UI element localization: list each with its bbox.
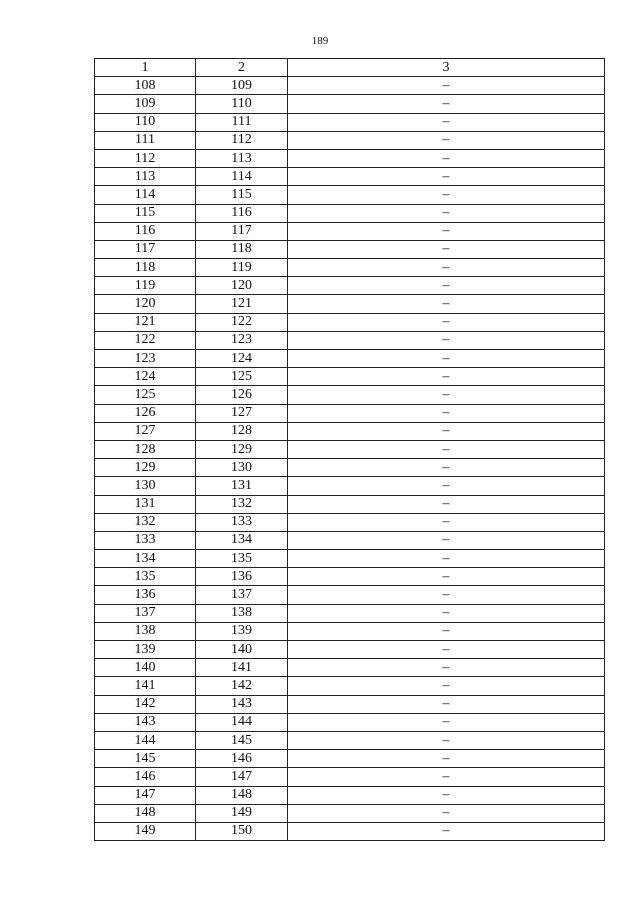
table-cell-col-3: – <box>288 804 605 822</box>
table-row <box>95 659 605 677</box>
table-cell-col-1: 147 <box>95 786 196 804</box>
table-cell-col-1: 111 <box>95 131 196 149</box>
table-cell-col-2: 116 <box>196 204 288 222</box>
table-row <box>95 313 605 331</box>
table-cell-col-2: 128 <box>196 422 288 440</box>
table-cell-col-3: – <box>288 149 605 167</box>
table-cell-col-3: – <box>288 313 605 331</box>
table-cell-col-3: – <box>288 168 605 186</box>
table-row <box>95 222 605 240</box>
table-row <box>95 495 605 513</box>
table-cell-col-3: – <box>288 186 605 204</box>
table-cell-col-1: 143 <box>95 713 196 731</box>
table-cell-col-3: – <box>288 586 605 604</box>
table-cell-col-2: 132 <box>196 495 288 513</box>
table-cell-col-1: 130 <box>95 477 196 495</box>
table-cell-col-1: 131 <box>95 495 196 513</box>
table-cell-col-3: – <box>288 422 605 440</box>
table-cell-col-3: – <box>288 786 605 804</box>
table-row <box>95 786 605 804</box>
table-cell-col-1: 145 <box>95 750 196 768</box>
table-cell-col-2: 148 <box>196 786 288 804</box>
table-cell-col-3: – <box>288 768 605 786</box>
table-cell-col-1: 114 <box>95 186 196 204</box>
table-row <box>95 731 605 749</box>
table-cell-col-1: 121 <box>95 313 196 331</box>
table-cell-col-3: – <box>288 677 605 695</box>
table-cell-col-3: – <box>288 495 605 513</box>
data-table <box>94 58 605 841</box>
table-row <box>95 350 605 368</box>
table-cell-col-3: – <box>288 513 605 531</box>
column-header-1: 1 <box>95 59 196 77</box>
column-header-3: 3 <box>288 59 605 77</box>
table-row <box>95 513 605 531</box>
table-header-row <box>95 59 605 77</box>
table-cell-col-3: – <box>288 822 605 840</box>
table-cell-col-1: 142 <box>95 695 196 713</box>
table-row <box>95 641 605 659</box>
table-row <box>95 459 605 477</box>
table-cell-col-2: 147 <box>196 768 288 786</box>
table-row <box>95 77 605 95</box>
table-cell-col-2: 125 <box>196 368 288 386</box>
table-cell-col-2: 123 <box>196 331 288 349</box>
table-cell-col-3: – <box>288 604 605 622</box>
table-cell-col-3: – <box>288 259 605 277</box>
table-cell-col-2: 109 <box>196 77 288 95</box>
table-cell-col-2: 119 <box>196 259 288 277</box>
table-cell-col-3: – <box>288 477 605 495</box>
table-row <box>95 295 605 313</box>
table-cell-col-1: 136 <box>95 586 196 604</box>
table-cell-col-1: 118 <box>95 259 196 277</box>
table-row <box>95 768 605 786</box>
table-cell-col-1: 146 <box>95 768 196 786</box>
table-cell-col-1: 132 <box>95 513 196 531</box>
table-cell-col-2: 113 <box>196 149 288 167</box>
table-cell-col-3: – <box>288 622 605 640</box>
table-cell-col-2: 150 <box>196 822 288 840</box>
table-cell-col-1: 138 <box>95 622 196 640</box>
table-cell-col-2: 143 <box>196 695 288 713</box>
table-cell-col-3: – <box>288 641 605 659</box>
table-row <box>95 550 605 568</box>
table-cell-col-2: 134 <box>196 531 288 549</box>
table-cell-col-3: – <box>288 331 605 349</box>
table-cell-col-2: 149 <box>196 804 288 822</box>
table-cell-col-2: 144 <box>196 713 288 731</box>
table-row <box>95 404 605 422</box>
table-cell-col-1: 113 <box>95 168 196 186</box>
table-cell-col-2: 131 <box>196 477 288 495</box>
table-row <box>95 604 605 622</box>
table-cell-col-3: – <box>288 295 605 313</box>
table-cell-col-3: – <box>288 659 605 677</box>
table-body <box>95 77 605 841</box>
table-cell-col-3: – <box>288 568 605 586</box>
table-row <box>95 677 605 695</box>
table-cell-col-2: 111 <box>196 113 288 131</box>
table-cell-col-1: 128 <box>95 440 196 458</box>
table-row <box>95 695 605 713</box>
table-cell-col-2: 115 <box>196 186 288 204</box>
table-row <box>95 131 605 149</box>
table-cell-col-2: 129 <box>196 440 288 458</box>
table-row <box>95 422 605 440</box>
table-row <box>95 240 605 258</box>
table-cell-col-3: – <box>288 440 605 458</box>
table-cell-col-2: 117 <box>196 222 288 240</box>
table-cell-col-1: 124 <box>95 368 196 386</box>
table-row <box>95 586 605 604</box>
table-cell-col-3: – <box>288 531 605 549</box>
table-row <box>95 368 605 386</box>
table-cell-col-2: 126 <box>196 386 288 404</box>
table-row <box>95 259 605 277</box>
table-cell-col-1: 135 <box>95 568 196 586</box>
table-cell-col-2: 142 <box>196 677 288 695</box>
table-cell-col-3: – <box>288 386 605 404</box>
table-cell-col-2: 121 <box>196 295 288 313</box>
table-cell-col-3: – <box>288 459 605 477</box>
table-cell-col-3: – <box>288 731 605 749</box>
table-row <box>95 750 605 768</box>
table-cell-col-2: 114 <box>196 168 288 186</box>
table-row <box>95 440 605 458</box>
table-row <box>95 331 605 349</box>
table-cell-col-1: 126 <box>95 404 196 422</box>
table-cell-col-1: 134 <box>95 550 196 568</box>
table-row <box>95 277 605 295</box>
table-cell-col-1: 117 <box>95 240 196 258</box>
table-cell-col-2: 122 <box>196 313 288 331</box>
table-row <box>95 95 605 113</box>
table-row <box>95 477 605 495</box>
table-cell-col-3: – <box>288 204 605 222</box>
table-cell-col-1: 115 <box>95 204 196 222</box>
table-cell-col-3: – <box>288 131 605 149</box>
table-row <box>95 113 605 131</box>
table-cell-col-3: – <box>288 277 605 295</box>
table-cell-col-1: 129 <box>95 459 196 477</box>
table-cell-col-2: 110 <box>196 95 288 113</box>
table-row <box>95 168 605 186</box>
table-cell-col-1: 137 <box>95 604 196 622</box>
table-cell-col-1: 125 <box>95 386 196 404</box>
table-cell-col-1: 110 <box>95 113 196 131</box>
table-cell-col-2: 133 <box>196 513 288 531</box>
table-cell-col-2: 137 <box>196 586 288 604</box>
table-cell-col-2: 138 <box>196 604 288 622</box>
table-cell-col-1: 120 <box>95 295 196 313</box>
table-cell-col-1: 123 <box>95 350 196 368</box>
table-cell-col-3: – <box>288 95 605 113</box>
table-row <box>95 386 605 404</box>
table-cell-col-2: 124 <box>196 350 288 368</box>
table-cell-col-3: – <box>288 750 605 768</box>
table-row <box>95 186 605 204</box>
table-cell-col-2: 135 <box>196 550 288 568</box>
table-cell-col-2: 141 <box>196 659 288 677</box>
table-cell-col-1: 112 <box>95 149 196 167</box>
table-cell-col-3: – <box>288 713 605 731</box>
table-cell-col-2: 145 <box>196 731 288 749</box>
table-cell-col-2: 139 <box>196 622 288 640</box>
table-row <box>95 568 605 586</box>
table-cell-col-2: 127 <box>196 404 288 422</box>
table-cell-col-1: 109 <box>95 95 196 113</box>
table-cell-col-1: 108 <box>95 77 196 95</box>
table-cell-col-3: – <box>288 695 605 713</box>
table-cell-col-1: 127 <box>95 422 196 440</box>
table-cell-col-3: – <box>288 240 605 258</box>
table-cell-col-2: 146 <box>196 750 288 768</box>
table-row <box>95 149 605 167</box>
table-cell-col-2: 130 <box>196 459 288 477</box>
table-cell-col-2: 120 <box>196 277 288 295</box>
table-cell-col-1: 141 <box>95 677 196 695</box>
column-header-2: 2 <box>196 59 288 77</box>
table-cell-col-1: 116 <box>95 222 196 240</box>
page-number: 189 <box>311 35 329 47</box>
table-cell-col-2: 112 <box>196 131 288 149</box>
table-cell-col-1: 148 <box>95 804 196 822</box>
table-cell-col-3: – <box>288 222 605 240</box>
table-row <box>95 204 605 222</box>
table-cell-col-3: – <box>288 350 605 368</box>
table-cell-col-1: 133 <box>95 531 196 549</box>
table-row <box>95 622 605 640</box>
table-row <box>95 531 605 549</box>
table-cell-col-3: – <box>288 550 605 568</box>
table-row <box>95 822 605 840</box>
table-cell-col-2: 136 <box>196 568 288 586</box>
table-cell-col-1: 144 <box>95 731 196 749</box>
table-row <box>95 713 605 731</box>
table-cell-col-3: – <box>288 77 605 95</box>
table-cell-col-3: – <box>288 368 605 386</box>
table-cell-col-2: 118 <box>196 240 288 258</box>
table-cell-col-3: – <box>288 113 605 131</box>
table-row <box>95 804 605 822</box>
table-cell-col-1: 139 <box>95 641 196 659</box>
table-cell-col-2: 140 <box>196 641 288 659</box>
table-cell-col-1: 122 <box>95 331 196 349</box>
table-cell-col-1: 140 <box>95 659 196 677</box>
table-cell-col-1: 119 <box>95 277 196 295</box>
table-cell-col-3: – <box>288 404 605 422</box>
table-cell-col-1: 149 <box>95 822 196 840</box>
